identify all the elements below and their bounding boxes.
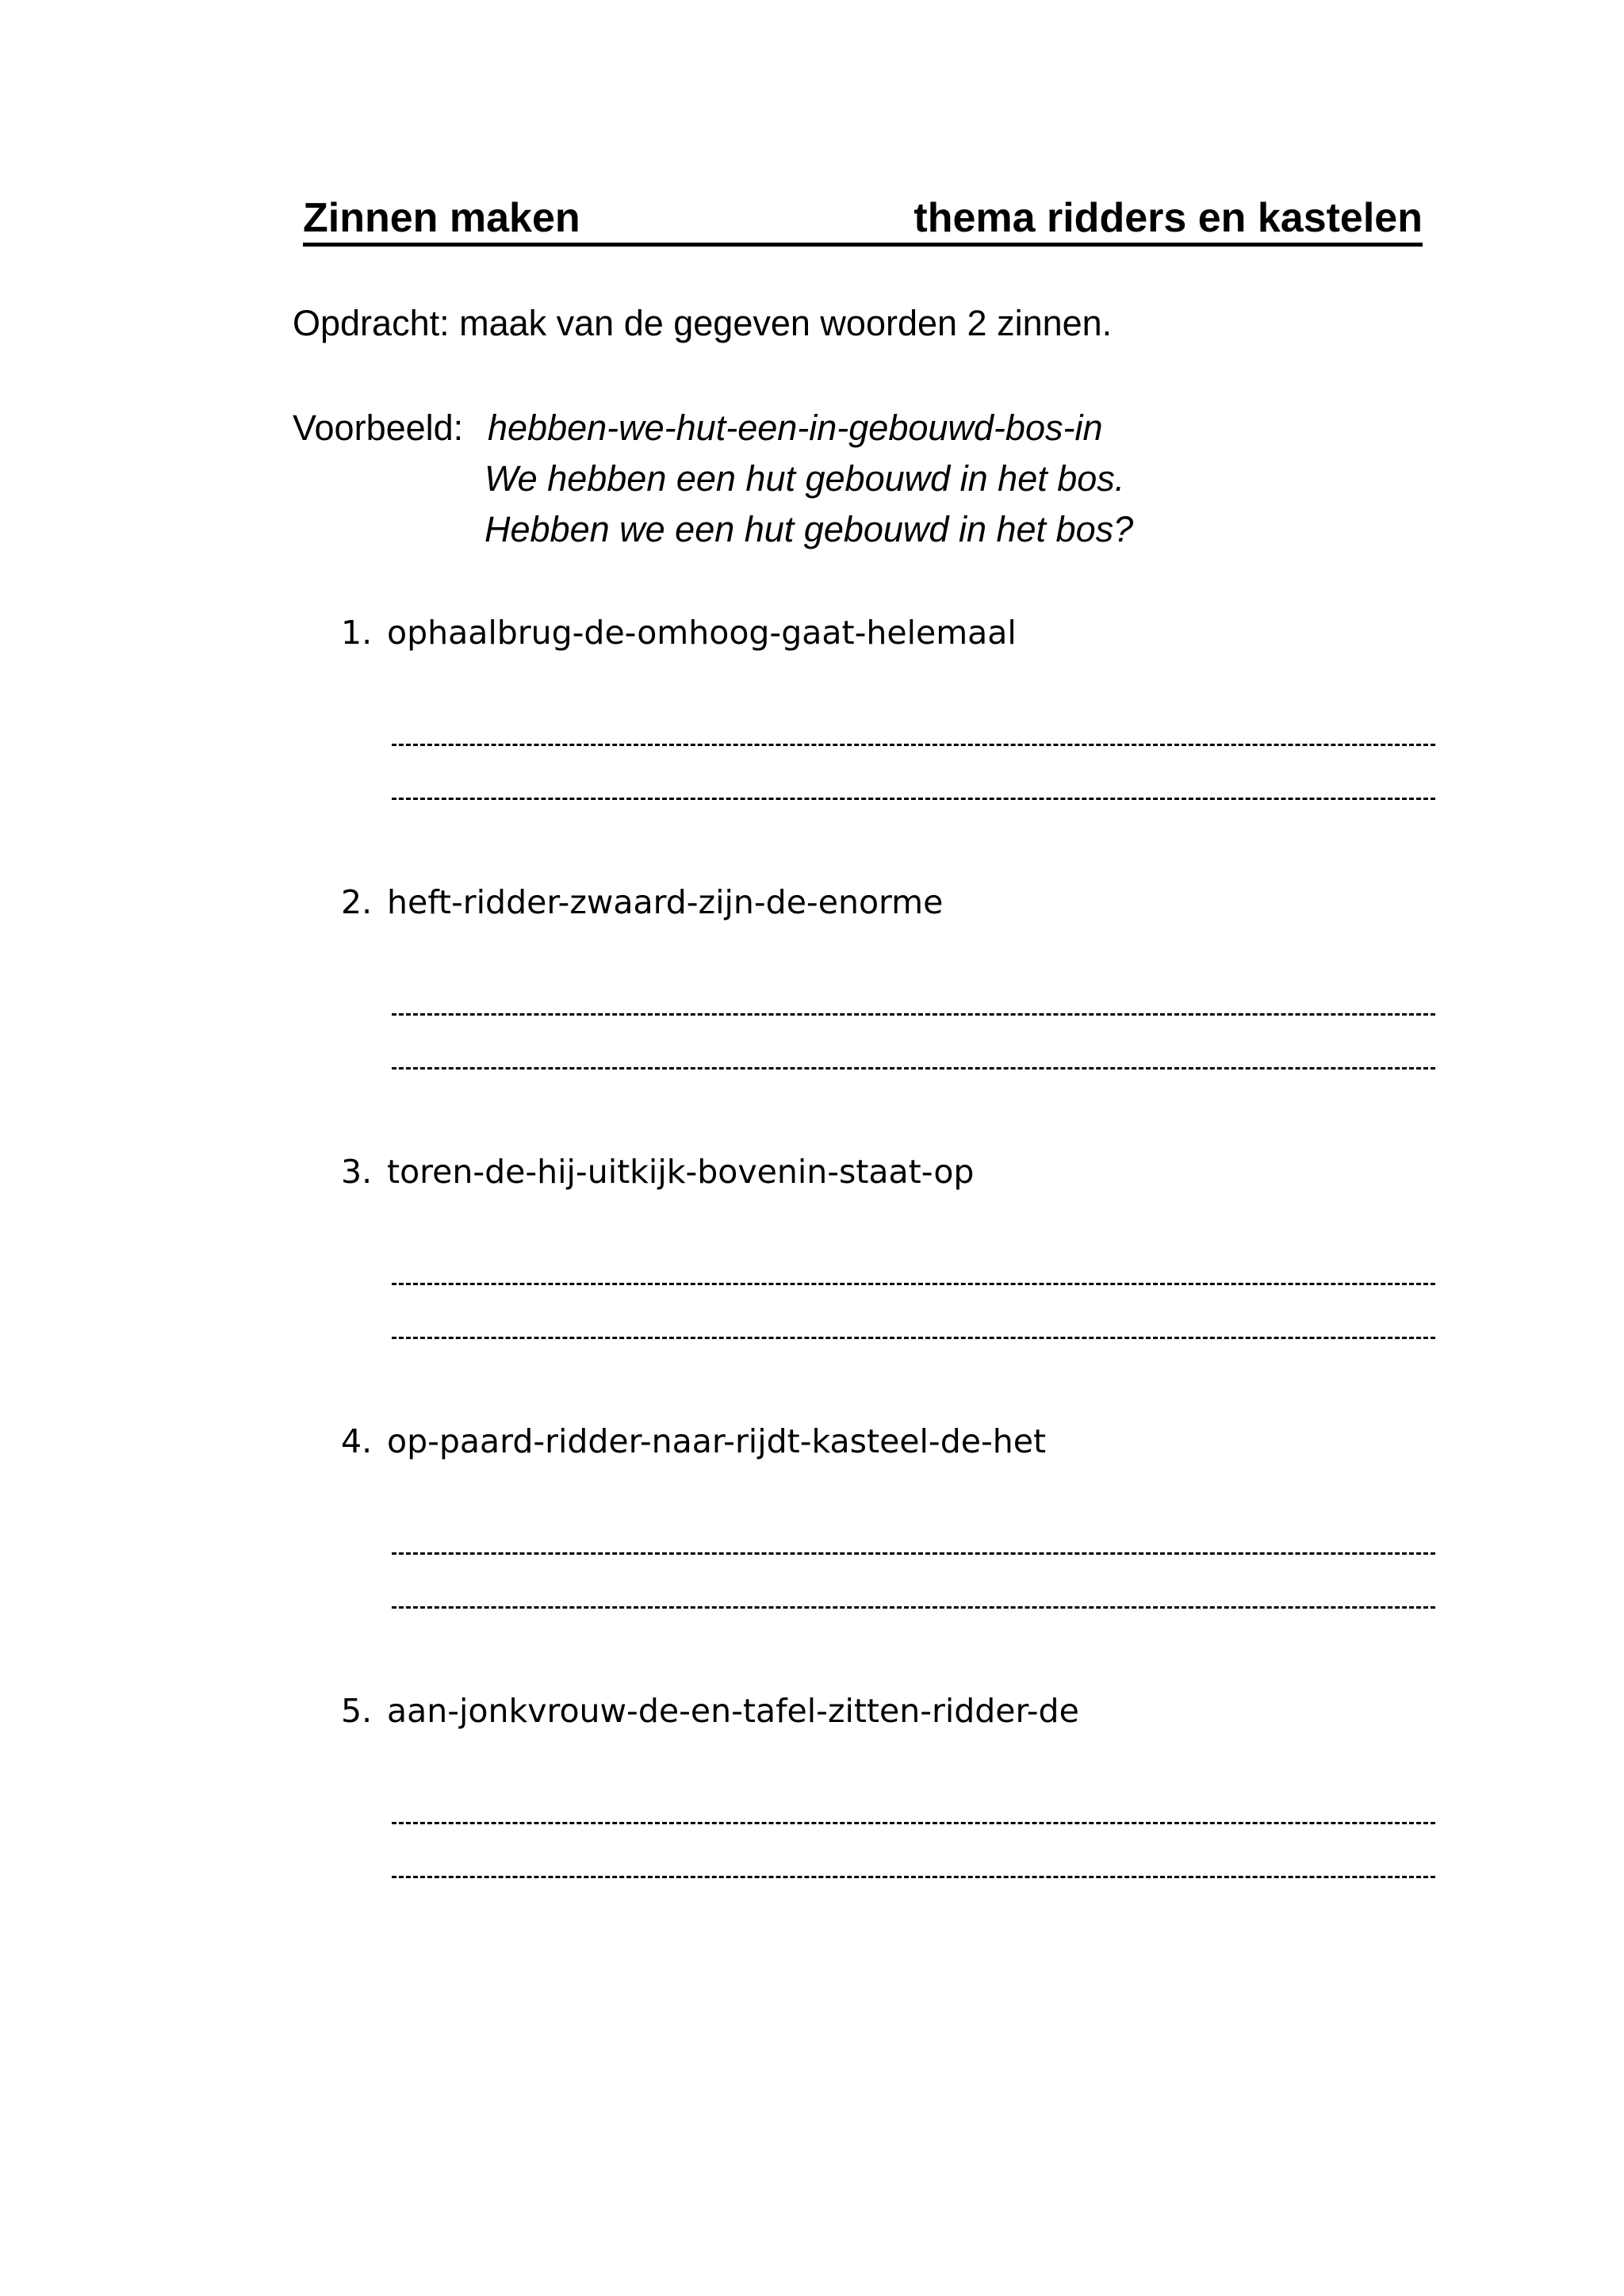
exercise-number: 3. <box>341 1153 373 1191</box>
exercise-words: heft-ridder-zwaard-zijn-de-enorme <box>387 883 944 921</box>
exercise-number: 5. <box>341 1692 373 1730</box>
instruction-text: Opdracht: maak van de gegeven woorden 2 zinnen. <box>293 303 1113 343</box>
answer-line[interactable] <box>392 1043 1435 1097</box>
exercise-item-1 <box>341 610 1435 655</box>
answer-line[interactable] <box>392 1313 1435 1367</box>
exercise-words: ophaalbrug-de-omhoog-gaat-helemaal <box>387 614 1017 652</box>
answer-line[interactable] <box>392 774 1435 828</box>
exercise-words: op-paard-ridder-naar-rijdt-kasteel-de-het <box>387 1422 1047 1460</box>
answer-line[interactable] <box>392 1582 1435 1636</box>
title-right: thema ridders en kastelen <box>914 195 1423 241</box>
exercise-words: toren-de-hij-uitkijk-bovenin-staat-op <box>387 1153 975 1191</box>
exercise-item-2 <box>341 880 1435 924</box>
exercise-item-4 <box>341 1419 1435 1464</box>
answer-line[interactable] <box>392 1798 1435 1852</box>
answer-line[interactable] <box>392 720 1435 774</box>
answer-line[interactable] <box>392 1852 1435 1906</box>
example-sentence-2: Hebben we een hut gebouwd in het bos? <box>485 509 1134 549</box>
example-words: hebben-we-hut-een-in-gebouwd-bos-in <box>488 408 1103 448</box>
example-label: Voorbeeld: <box>293 408 464 448</box>
title-left: Zinnen maken <box>303 195 580 241</box>
example-block <box>293 403 1133 555</box>
exercise-words: aan-jonkvrouw-de-en-tafel-zitten-ridder-de <box>387 1692 1079 1730</box>
answer-line[interactable] <box>392 1529 1435 1582</box>
exercise-item-3 <box>341 1150 1435 1194</box>
example-sentence-1: We hebben een hut gebouwd in het bos. <box>485 458 1125 499</box>
exercise-item-5 <box>341 1689 1435 1733</box>
page-title <box>303 193 1423 247</box>
exercise-number: 1. <box>341 614 373 652</box>
exercise-number: 4. <box>341 1422 373 1460</box>
answer-line[interactable] <box>392 1259 1435 1313</box>
answer-line[interactable] <box>392 989 1435 1043</box>
exercise-number: 2. <box>341 883 373 921</box>
